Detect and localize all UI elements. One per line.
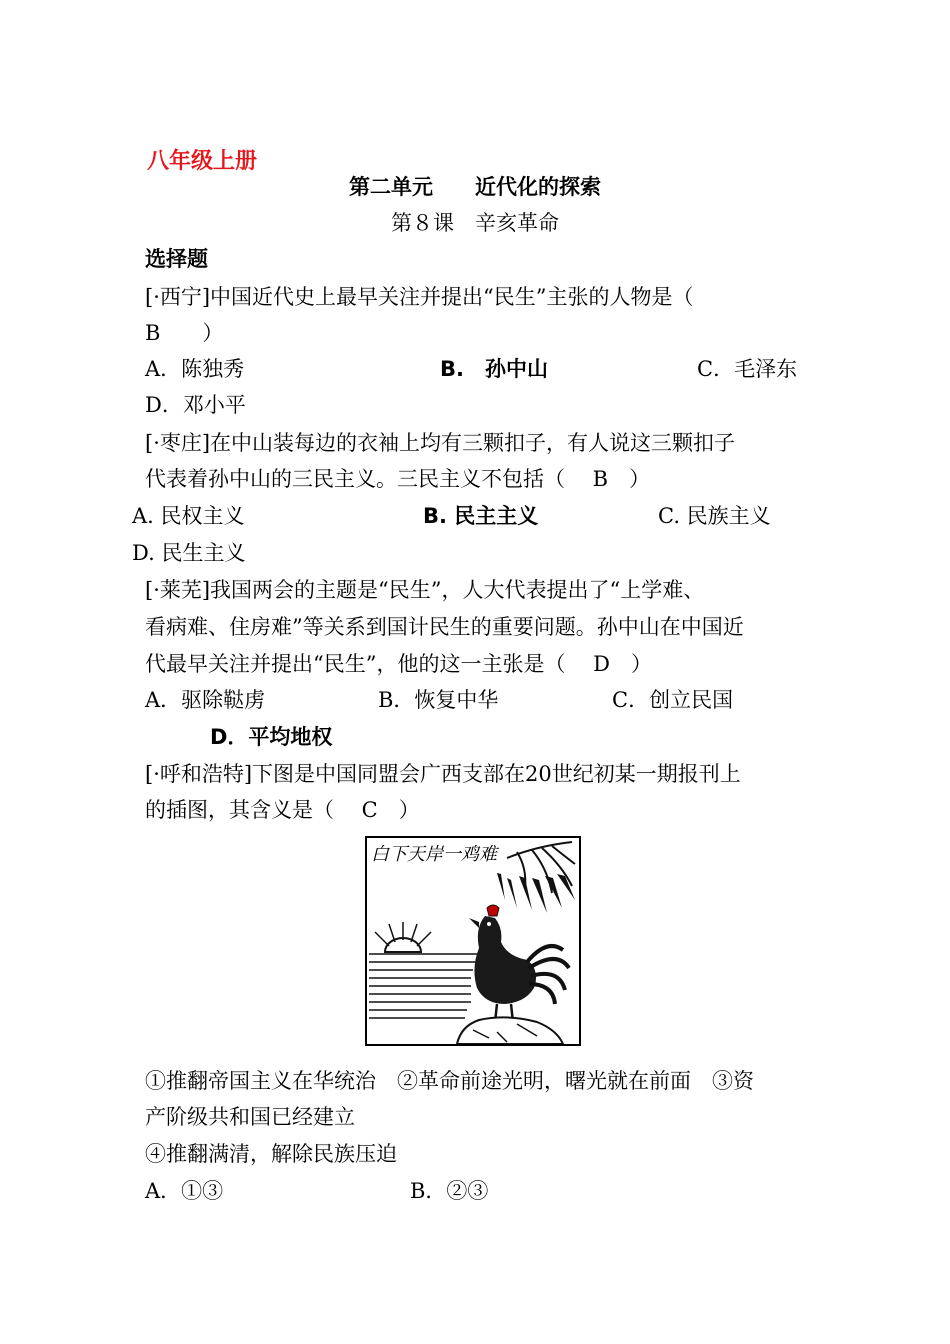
grade-heading: 八年级上册 [147,149,258,174]
q2-option-d: D. 民生主义 [132,541,246,565]
q1-option-d: D．邓小平 [145,393,246,417]
q1-stem-line1: [·西宁]中国近代史上最早关注并提出“民生”主张的人物是（ [145,285,694,309]
q3-option-c: C．创立民国 [612,688,734,712]
q2-option-b: B. 民主主义 [423,504,539,528]
q3-option-b: B．恢复中华 [378,688,499,712]
q4-stem-line1: [·呼和浩特]下图是中国同盟会广西支部在20世纪初某一期报刊上 [145,762,741,786]
q3-stem-line1: [·莱芜]我国两会的主题是“民生”，人大代表提出了“上学难、 [145,578,705,602]
q3-option-d: D．平均地权 [210,725,333,749]
q2-option-c: C. 民族主义 [658,504,771,528]
q4-statements-line3: ④推翻满清，解除民族压迫 [145,1142,397,1166]
q1-option-c: C．毛泽东 [697,357,798,381]
unit-title: 第二单元 近代化的探索 [349,175,601,199]
q1-option-a: A．陈独秀 [145,357,245,381]
section-heading: 选择题 [145,247,208,271]
q1-option-b: B. 孙中山 [440,357,548,381]
q2-stem-line1: [·枣庄]在中山装每边的衣袖上均有三颗扣子，有人说这三颗扣子 [145,431,736,455]
figure-caption: 白下天岸一鸡难 [371,844,497,865]
q2-stem-line2: 代表着孙中山的三民主义。三民主义不包括（ B ） [145,467,651,491]
q1-stem-line2: B ） [145,321,224,345]
lesson-title: 第８课 辛亥革命 [391,211,559,235]
q4-option-b: B．②③ [410,1179,489,1203]
q4-statements-line1: ①推翻帝国主义在华统治 ②革命前途光明，曙光就在前面 ③资 [145,1069,754,1093]
q3-option-a: A．驱除鞑虏 [145,688,266,712]
q4-statements-line2: 产阶级共和国已经建立 [145,1105,355,1129]
q3-stem-line3: 代最早关注并提出“民生”，他的这一主张是（ D ） [145,652,652,676]
q4-stem-line2: 的插图，其含义是（ C ） [145,798,420,822]
q3-stem-line2: 看病难、住房难”等关系到国计民生的重要问题。孙中山在中国近 [145,615,744,639]
q2-option-a: A. 民权主义 [132,504,245,528]
rooster-illustration [365,836,581,1046]
q4-option-a: A．①③ [145,1179,224,1203]
